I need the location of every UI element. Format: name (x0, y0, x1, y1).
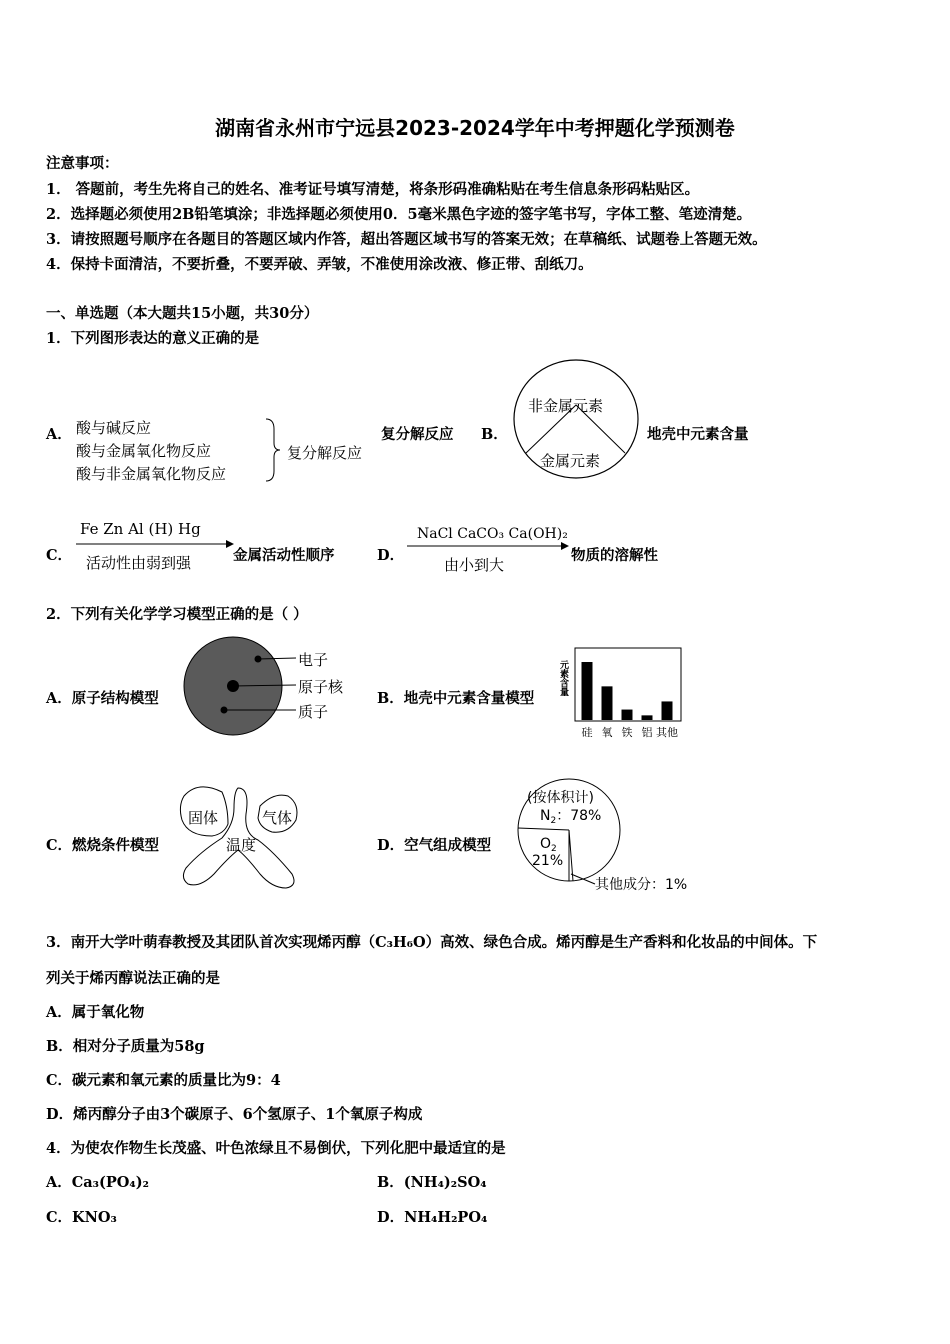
q1-a-line: 酸与碱反应 (76, 419, 152, 437)
air-o2-value: 21% (532, 853, 564, 869)
q1-a-line: 酸与金属氧化物反应 (76, 442, 212, 460)
q4-option-d[interactable]: D．NH₄H₂PO₄ (377, 1209, 488, 1226)
q3-option-a[interactable]: A．属于氧化物 (46, 1004, 145, 1021)
bar-铝 (642, 715, 653, 720)
air-n2-label (540, 805, 601, 826)
air-o2-label (540, 836, 557, 854)
q2-option-a-label[interactable]: A．原子结构模型 (46, 690, 159, 707)
q1-option-c-label[interactable]: C． (46, 547, 73, 564)
air-n2-subscript: 2 (550, 816, 557, 826)
q2-option-d-label[interactable]: D．空气组成模型 (377, 837, 492, 854)
bar-铁 (622, 710, 633, 720)
q1-a-bracket-text: 复分解反应 (287, 444, 363, 462)
air-o2-subscript: 2 (551, 844, 557, 854)
q1-b-top-text: 非金属元素 (528, 397, 604, 415)
q1-b-bottom-text: 金属元素 (540, 452, 601, 470)
atom-model-diagram (180, 638, 380, 742)
bar-其他 (662, 701, 673, 720)
crust-element-bar-chart (560, 648, 684, 740)
q2-option-c-label[interactable]: C．燃烧条件模型 (46, 837, 160, 854)
q1-option-b-label[interactable]: B． (481, 426, 508, 443)
combustion-temp-label: 温度 (226, 836, 257, 854)
notice-item: 3．请按照题号顺序在各题目的答题区域内作答，超出答题区域书写的答案无效；在草稿纸、试题卷上答题无效。 (46, 231, 767, 248)
atom-nucleus-label: 原子核 (298, 678, 344, 696)
q1-c-bottom-text: 活动性由弱到强 (86, 554, 192, 572)
bar-category-label: 硅 (581, 726, 593, 739)
bar-category-label: 其他 (656, 726, 678, 739)
air-o2-symbol: O (540, 836, 552, 852)
bar-硅 (582, 662, 593, 720)
air-n2-symbol: N (540, 808, 551, 824)
page-title: 湖南省永州市宁远县2023-2024学年中考押题化学预测卷 (215, 116, 735, 140)
atom-proton-label: 质子 (298, 703, 329, 721)
q3-option-c[interactable]: C．碳元素和氧元素的质量比为9：4 (46, 1072, 281, 1089)
air-note-label: (按体积计) (527, 790, 594, 806)
curly-brace-icon (262, 417, 282, 483)
notice-item: 1． 答题前，考生先将自己的姓名、准考证号填写清楚，将条形码准确粘贴在考生信息条形码粘贴区。 (46, 181, 700, 198)
question-1-stem: 1．下列图形表达的意义正确的是 (46, 330, 260, 347)
atom-electron-label: 电子 (298, 651, 329, 669)
q1-option-d-label[interactable]: D． (377, 547, 405, 564)
notice-item: 2．选择题必须使用2B铅笔填涂；非选择题必须使用0．5毫米黑色字迹的签字笔书写，字体工整、笔迹清楚。 (46, 206, 752, 223)
bar-category-label: 铝 (641, 726, 653, 739)
air-other-label: 其他成分：1% (595, 877, 688, 893)
combustion-gas-label: 气体 (262, 809, 293, 827)
q1-c-top-text: Fe Zn Al (H) Hg (80, 520, 201, 538)
q4-option-b[interactable]: B．(NH₄)₂SO₄ (377, 1174, 487, 1191)
q4-option-a[interactable]: A．Ca₃(PO₄)₂ (46, 1174, 149, 1191)
bar-category-label: 氧 (601, 726, 613, 739)
q3-option-b[interactable]: B．相对分子质量为58g (46, 1038, 205, 1055)
question-3-stem-cont: 列关于烯丙醇说法正确的是 (46, 970, 220, 987)
q1-d-top-text: NaCl CaCO₃ Ca(OH)₂ (417, 526, 568, 542)
question-3-stem: 3．南开大学叶萌春教授及其团队首次实现烯丙醇（C₃H₆O）高效、绿色合成。烯丙醇是生产香料和化妆品的中间体。下 (46, 934, 818, 951)
q4-option-c[interactable]: C．KNO₃ (46, 1209, 117, 1226)
question-4-stem: 4．为使农作物生长茂盛、叶色浓绿且不易倒伏，下列化肥中最适宜的是 (46, 1140, 506, 1157)
q1-c-caption: 金属活动性顺序 (233, 547, 335, 564)
notice-heading: 注意事项： (46, 155, 119, 172)
section-heading: 一、单选题（本大题共15小题，共30分） (46, 305, 319, 322)
notice-item: 4．保持卡面清洁，不要折叠，不要弄破、弄皱，不准使用涂改液、修正带、刮纸刀。 (46, 256, 593, 273)
q1-b-caption: 地壳中元素含量 (647, 426, 749, 443)
q1-option-a-label[interactable]: A． (46, 426, 72, 443)
question-2-stem: 2．下列有关化学学习模型正确的是（ ） (46, 606, 308, 623)
bar-氧 (602, 686, 613, 720)
combustion-solid-label: 固体 (188, 809, 219, 827)
q1-a-caption: 复分解反应 (381, 426, 454, 443)
q1-d-caption: 物质的溶解性 (571, 547, 658, 564)
bar-category-label: 铁 (621, 726, 633, 739)
air-n2-value: ：78% (556, 808, 602, 824)
arrow-right-icon (407, 540, 569, 552)
q1-d-bottom-text: 由小到大 (444, 556, 505, 574)
bar-chart-ylabel: 元素含量 (558, 660, 568, 696)
arrow-right-icon (76, 538, 234, 550)
q2-option-b-label[interactable]: B．地壳中元素含量模型 (377, 690, 535, 707)
q3-option-d[interactable]: D．烯丙醇分子由3个碳原子、6个氢原子、1个氧原子构成 (46, 1106, 423, 1123)
q1-a-line: 酸与非金属氧化物反应 (76, 465, 227, 483)
